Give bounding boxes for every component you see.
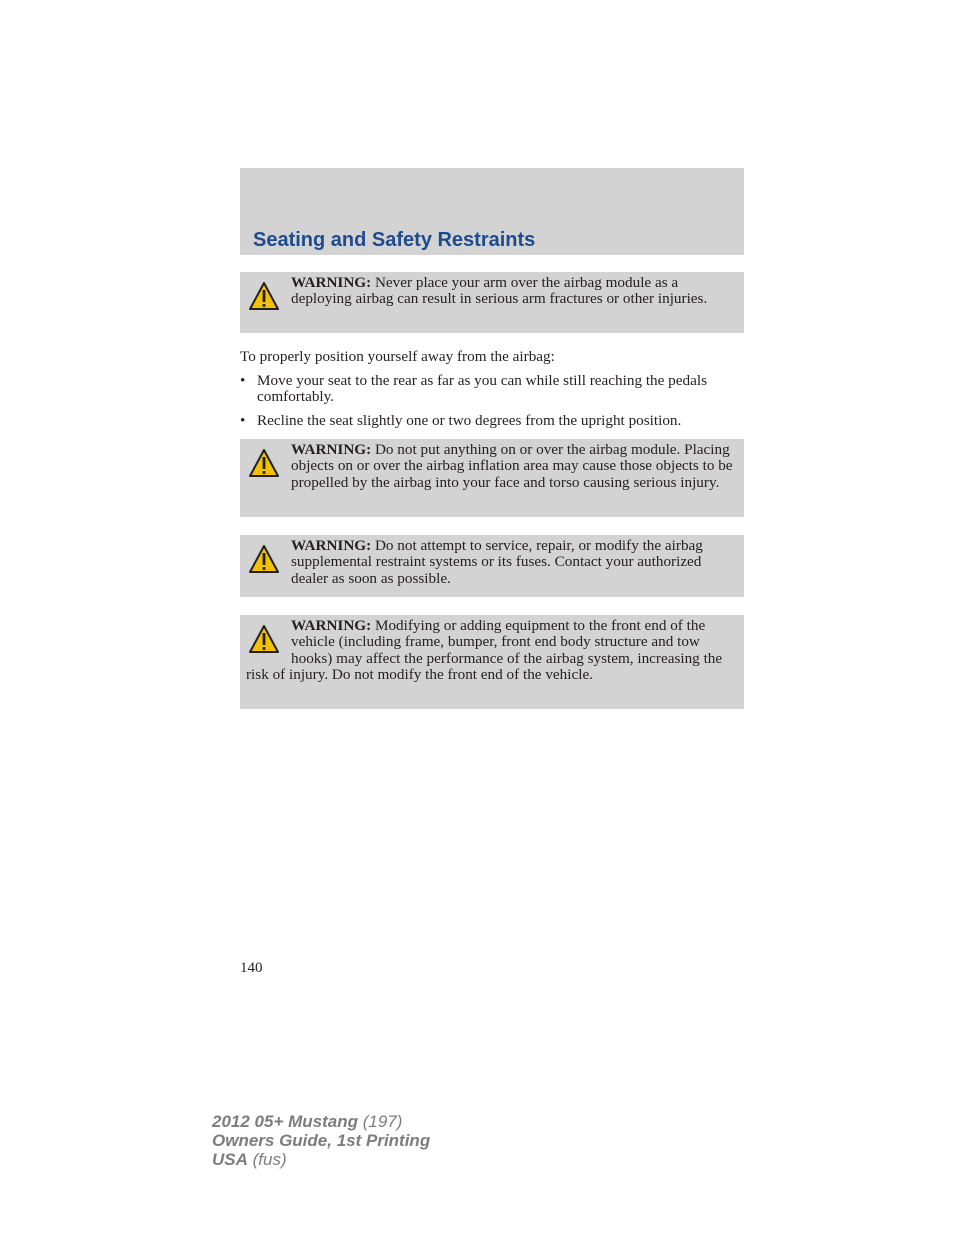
bullet-dot: • <box>240 412 246 429</box>
warning-text: Do not attempt to service, repair, or modify the airbag supplemental restraint systems or its fuses. Contact your authorized dealer as soon as possible. <box>291 537 703 587</box>
warning-triangle-icon <box>248 448 280 478</box>
warning-text: Never place your arm over the airbag module as a deploying airbag can result in serious arm fractures or other injuries. <box>291 274 708 308</box>
list-item-text: Recline the seat slightly one or two degrees from the upright position. <box>257 412 682 429</box>
warning-label: WARNING: <box>291 617 372 634</box>
warning-label: WARNING: <box>291 537 372 554</box>
footer-market-code: (fus) <box>252 1150 287 1169</box>
footer-line-1 <box>212 1112 430 1131</box>
footer-guide: Owners Guide, 1st Printing <box>212 1131 431 1150</box>
list-item-text: Move your seat to the rear as far as you can while still reaching the pedals comfortably. <box>257 372 707 406</box>
list-item <box>240 373 750 406</box>
warning-triangle-icon <box>248 624 280 654</box>
warning-triangle-icon <box>248 544 280 574</box>
document-footer <box>212 1112 430 1169</box>
footer-line-2 <box>212 1131 430 1150</box>
footer-model-code: (197) <box>362 1112 403 1131</box>
warning-box-1 <box>240 272 744 333</box>
intro-text: To properly position yourself away from the airbag: <box>240 348 555 365</box>
warning-box-4 <box>240 615 744 709</box>
page-number: 140 <box>240 960 263 976</box>
footer-market: USA <box>212 1150 248 1169</box>
warning-text: Modifying or adding equipment to the front end of the vehicle (including frame, bumper, front end body structure and tow hooks) may affect the performance of the airbag system, increasing the risk of injury. Do not modify the front end of the vehicle. <box>246 617 723 683</box>
warning-triangle-icon <box>248 281 280 311</box>
list-item <box>240 413 750 429</box>
warning-label: WARNING: <box>291 441 372 458</box>
warning-text: Do not put anything on or over the airbag module. Placing objects on or over the airbag inflation area may cause those objects to be propelled by the airbag into your face and torso causing serious injury. <box>291 441 733 491</box>
warning-box-3 <box>240 535 744 597</box>
warning-label: WARNING: <box>291 274 372 291</box>
section-title: Seating and Safety Restraints <box>253 229 536 251</box>
warning-box-2 <box>240 439 744 517</box>
bullet-dot: • <box>240 372 246 389</box>
footer-model: 2012 05+ Mustang <box>212 1112 358 1131</box>
footer-line-3 <box>212 1150 430 1169</box>
section-header-band <box>240 168 744 255</box>
